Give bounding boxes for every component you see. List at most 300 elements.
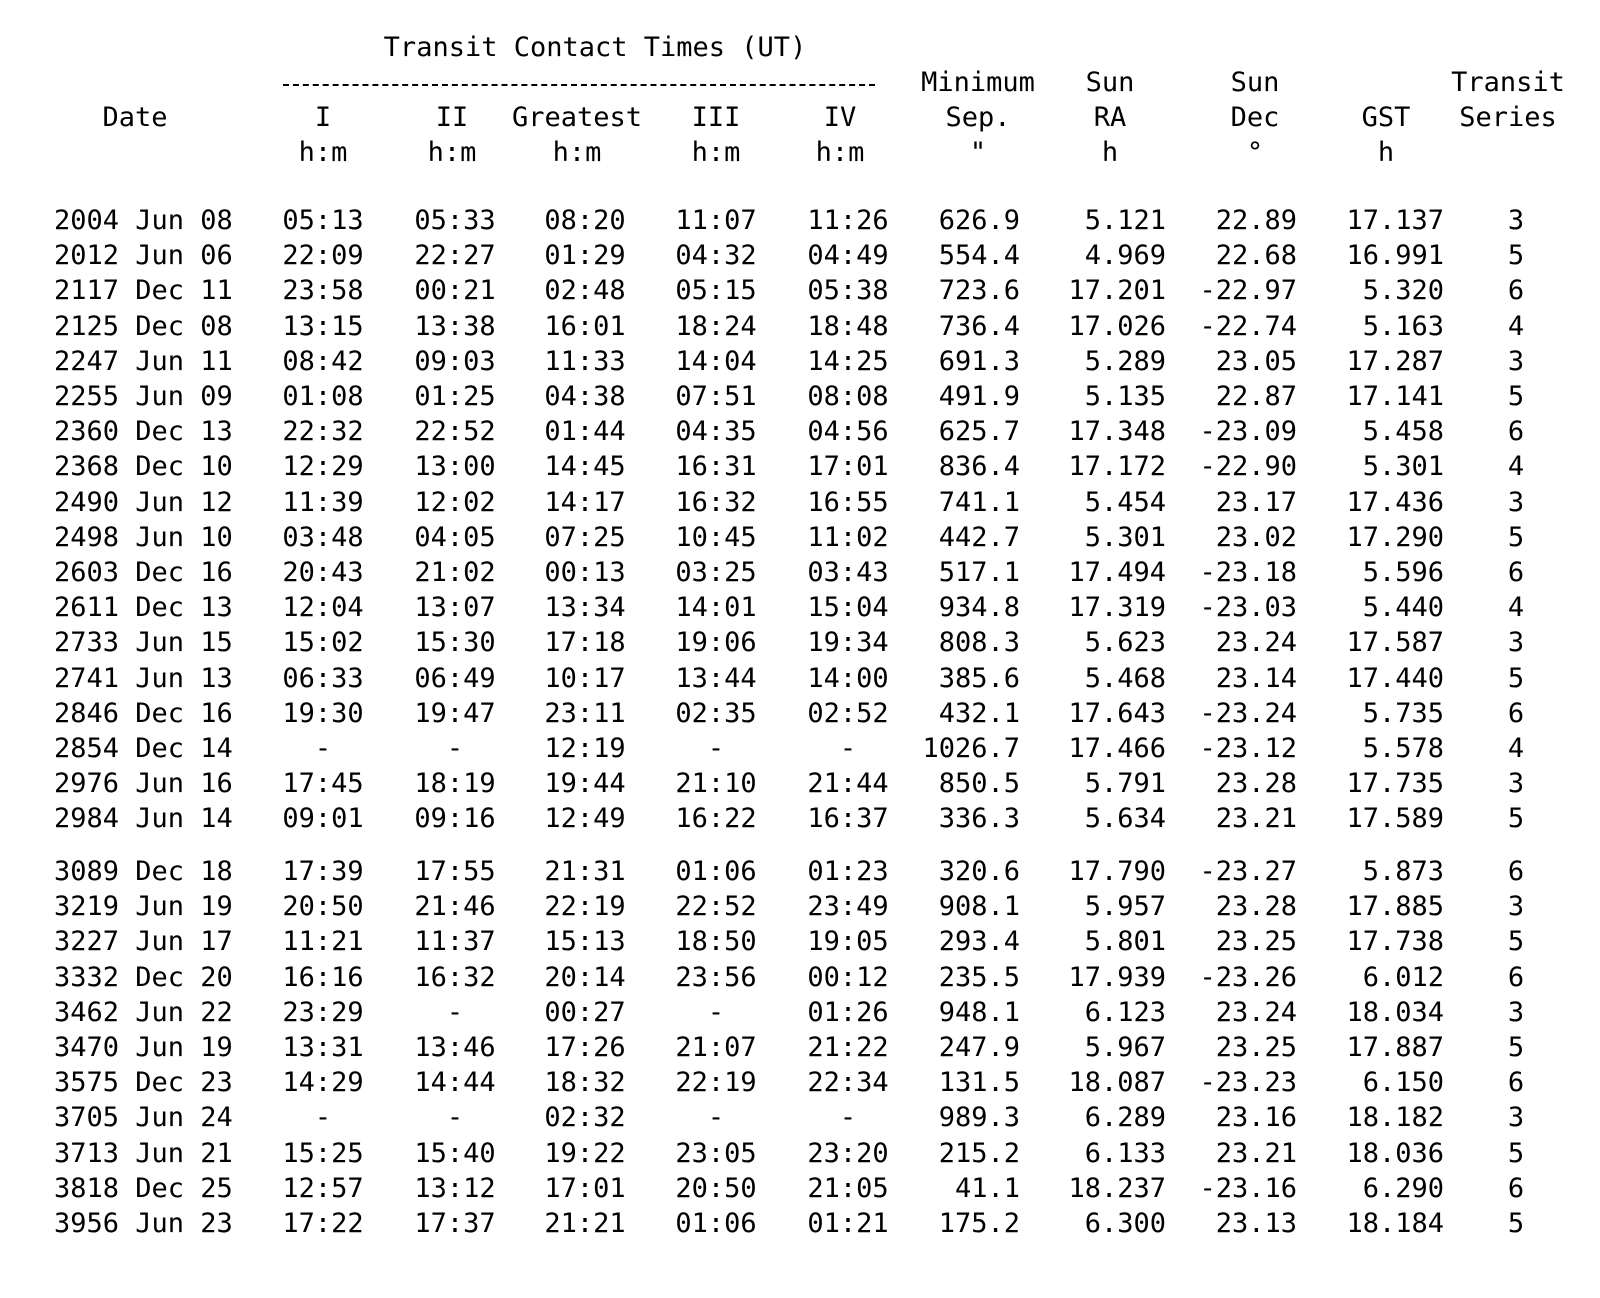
cell-sundec: 22.68 xyxy=(1215,240,1297,272)
cell-series: 4 xyxy=(1507,592,1525,624)
cell-series: 5 xyxy=(1507,803,1525,835)
cell-c2: 17:55 xyxy=(414,856,496,887)
header-minsep-l2: Minimum xyxy=(921,67,1035,98)
cell-sundec: 23.17 xyxy=(1215,486,1297,518)
cell-date: 2854 Dec 14 xyxy=(54,733,233,764)
cell-date: 2490 Jun 12 xyxy=(54,486,233,518)
cell-date: 2846 Dec 16 xyxy=(54,697,233,729)
cell-sunra: 17.466 xyxy=(1068,733,1166,764)
cell-c4: 08:08 xyxy=(807,381,889,412)
cell-sundec: 23.28 xyxy=(1215,891,1297,923)
cell-sundec: -22.74 xyxy=(1199,310,1297,342)
cell-series: 5 xyxy=(1507,240,1525,272)
cell-c1: - xyxy=(314,733,332,764)
cell-sundec: 23.14 xyxy=(1215,662,1297,694)
cell-c3: 16:31 xyxy=(675,451,757,483)
cell-greatest: 00:13 xyxy=(544,557,626,588)
cell-c2: 16:32 xyxy=(414,961,496,993)
cell-c4: 16:37 xyxy=(807,803,889,835)
cell-c1: 15:02 xyxy=(282,627,364,659)
header-c3-l4: h:m xyxy=(691,137,741,168)
cell-c1: 20:43 xyxy=(282,557,364,588)
cell-greatest: 00:27 xyxy=(544,996,626,1028)
cell-gst: 18.182 xyxy=(1346,1102,1444,1134)
cell-c4: 01:26 xyxy=(807,996,889,1028)
cell-series: 3 xyxy=(1507,1102,1525,1134)
cell-minsep: 491.9 xyxy=(938,381,1020,412)
cell-sundec: 23.21 xyxy=(1215,803,1297,835)
cell-c2: 09:03 xyxy=(414,345,496,377)
cell-greatest: 19:44 xyxy=(544,768,626,800)
cell-c2: 06:49 xyxy=(414,662,496,694)
cell-greatest: 12:49 xyxy=(544,803,626,835)
cell-c2: 01:25 xyxy=(414,381,496,412)
cell-greatest: 07:25 xyxy=(544,521,626,553)
cell-c3: 18:24 xyxy=(675,310,757,342)
cell-date: 2360 Dec 13 xyxy=(54,416,233,448)
cell-gst: 17.287 xyxy=(1346,345,1444,377)
cell-series: 5 xyxy=(1507,1137,1525,1169)
cell-c1: 06:33 xyxy=(282,662,364,694)
cell-sunra: 17.494 xyxy=(1068,557,1166,588)
cell-date: 2976 Jun 16 xyxy=(54,768,233,800)
cell-c3: 19:06 xyxy=(675,627,757,659)
cell-sundec: -23.23 xyxy=(1199,1067,1297,1099)
cell-date: 2004 Jun 08 xyxy=(54,205,233,236)
cell-c1: 14:29 xyxy=(282,1067,364,1099)
cell-series: 3 xyxy=(1507,627,1525,659)
cell-minsep: 131.5 xyxy=(938,1067,1020,1099)
cell-c4: 19:34 xyxy=(807,627,889,659)
cell-date: 3227 Jun 17 xyxy=(54,926,233,958)
cell-c1: 22:09 xyxy=(282,240,364,272)
cell-gst: 5.578 xyxy=(1362,733,1444,764)
cell-date: 2368 Dec 10 xyxy=(54,451,233,483)
cell-sundec: 23.02 xyxy=(1215,521,1297,553)
cell-sunra: 18.087 xyxy=(1068,1067,1166,1099)
cell-date: 2125 Dec 08 xyxy=(54,310,233,342)
cell-greatest: 11:33 xyxy=(544,345,626,377)
cell-c1: 23:58 xyxy=(282,275,364,307)
cell-c2: 15:30 xyxy=(414,627,496,659)
cell-c2: 15:40 xyxy=(414,1137,496,1169)
cell-minsep: 442.7 xyxy=(938,521,1020,553)
cell-date: 2117 Dec 11 xyxy=(54,275,233,307)
cell-greatest: 15:13 xyxy=(544,926,626,958)
cell-gst: 17.587 xyxy=(1346,627,1444,659)
cell-sundec: -23.24 xyxy=(1199,697,1297,729)
cell-greatest: 17:26 xyxy=(544,1032,626,1063)
cell-minsep: 41.1 xyxy=(954,1172,1020,1204)
header-greatest-l4: h:m xyxy=(552,137,602,168)
cell-date: 2255 Jun 09 xyxy=(54,381,233,412)
cell-c3: 16:22 xyxy=(675,803,757,835)
header-c1-l4: h:m xyxy=(298,137,348,168)
cell-date: 2611 Dec 13 xyxy=(54,592,233,624)
cell-c3: 22:19 xyxy=(675,1067,757,1099)
cell-date: 3470 Jun 19 xyxy=(54,1032,233,1063)
cell-gst: 18.034 xyxy=(1346,996,1444,1028)
cell-gst: 18.184 xyxy=(1346,1208,1444,1239)
cell-sundec: 23.24 xyxy=(1215,627,1297,659)
cell-sunra: 17.201 xyxy=(1068,275,1166,307)
cell-date: 3713 Jun 21 xyxy=(54,1137,233,1169)
cell-sunra: 5.121 xyxy=(1084,205,1166,236)
cell-sunra: 17.319 xyxy=(1068,592,1166,624)
cell-gst: 16.991 xyxy=(1346,240,1444,272)
cell-series: 4 xyxy=(1507,451,1525,483)
cell-greatest: 21:31 xyxy=(544,856,626,887)
cell-gst: 6.290 xyxy=(1362,1172,1444,1204)
cell-sunra: 5.967 xyxy=(1084,1032,1166,1063)
header-c3-l3: III xyxy=(691,102,741,133)
cell-minsep: 625.7 xyxy=(938,416,1020,448)
cell-sundec: 23.16 xyxy=(1215,1102,1297,1134)
cell-sundec: 23.24 xyxy=(1215,996,1297,1028)
cell-c4: - xyxy=(839,733,857,764)
cell-c1: 17:39 xyxy=(282,856,364,887)
cell-sunra: 6.123 xyxy=(1084,996,1166,1028)
cell-minsep: 336.3 xyxy=(938,803,1020,835)
cell-greatest: 20:14 xyxy=(544,961,626,993)
cell-date: 2247 Jun 11 xyxy=(54,345,233,377)
cell-sunra: 4.969 xyxy=(1084,240,1166,272)
cell-sundec: -23.27 xyxy=(1199,856,1297,887)
cell-c3: 21:07 xyxy=(675,1032,757,1063)
cell-date: 3575 Dec 23 xyxy=(54,1067,233,1099)
cell-c1: 12:29 xyxy=(282,451,364,483)
cell-series: 6 xyxy=(1507,1172,1525,1204)
cell-minsep: 736.4 xyxy=(938,310,1020,342)
cell-series: 6 xyxy=(1507,961,1525,993)
cell-c2: 13:38 xyxy=(414,310,496,342)
cell-c2: 22:27 xyxy=(414,240,496,272)
cell-c1: 19:30 xyxy=(282,697,364,729)
cell-series: 4 xyxy=(1507,733,1525,764)
cell-c2: 21:02 xyxy=(414,557,496,588)
cell-date: 3705 Jun 24 xyxy=(54,1102,233,1134)
cell-series: 6 xyxy=(1507,856,1525,887)
cell-greatest: 01:44 xyxy=(544,416,626,448)
cell-gst: 17.141 xyxy=(1346,381,1444,412)
cell-c1: 05:13 xyxy=(282,205,364,236)
cell-gst: 17.735 xyxy=(1346,768,1444,800)
cell-c1: 15:25 xyxy=(282,1137,364,1169)
cell-series: 5 xyxy=(1507,662,1525,694)
cell-sundec: -23.18 xyxy=(1199,557,1297,588)
cell-minsep: 691.3 xyxy=(938,345,1020,377)
cell-greatest: 22:19 xyxy=(544,891,626,923)
cell-c2: 13:46 xyxy=(414,1032,496,1063)
cell-c2: 00:21 xyxy=(414,275,496,307)
cell-sundec: -22.97 xyxy=(1199,275,1297,307)
cell-c3: 01:06 xyxy=(675,856,757,887)
cell-c4: 18:48 xyxy=(807,310,889,342)
cell-sunra: 6.133 xyxy=(1084,1137,1166,1169)
cell-gst: 17.440 xyxy=(1346,662,1444,694)
cell-c4: - xyxy=(839,1102,857,1134)
cell-sunra: 6.289 xyxy=(1084,1102,1166,1134)
cell-c4: 01:23 xyxy=(807,856,889,887)
cell-minsep: 215.2 xyxy=(938,1137,1020,1169)
header-series-l3: Series xyxy=(1459,102,1557,133)
cell-minsep: 723.6 xyxy=(938,275,1020,307)
cell-greatest: 19:22 xyxy=(544,1137,626,1169)
cell-gst: 17.885 xyxy=(1346,891,1444,923)
cell-sunra: 5.135 xyxy=(1084,381,1166,412)
cell-c4: 21:44 xyxy=(807,768,889,800)
cell-c4: 04:49 xyxy=(807,240,889,272)
cell-gst: 5.596 xyxy=(1362,557,1444,588)
cell-minsep: 1026.7 xyxy=(922,733,1020,764)
cell-date: 3462 Jun 22 xyxy=(54,996,233,1028)
cell-c3: 10:45 xyxy=(675,521,757,553)
header-gst-l4: h xyxy=(1377,137,1395,168)
cell-c2: - xyxy=(446,1102,464,1134)
cell-gst: 17.137 xyxy=(1346,205,1444,236)
cell-c3: 23:56 xyxy=(675,961,757,993)
cell-series: 6 xyxy=(1507,275,1525,307)
cell-c4: 19:05 xyxy=(807,926,889,958)
cell-series: 5 xyxy=(1507,1208,1525,1239)
cell-series: 5 xyxy=(1507,1032,1525,1063)
cell-minsep: 908.1 xyxy=(938,891,1020,923)
cell-sunra: 17.172 xyxy=(1068,451,1166,483)
cell-date: 2603 Dec 16 xyxy=(54,557,233,588)
cell-c4: 23:49 xyxy=(807,891,889,923)
cell-gst: 5.301 xyxy=(1362,451,1444,483)
cell-c4: 11:26 xyxy=(807,205,889,236)
cell-minsep: 175.2 xyxy=(938,1208,1020,1239)
cell-c3: 18:50 xyxy=(675,926,757,958)
header-sunra-l4: h xyxy=(1101,137,1119,168)
cell-c3: 14:01 xyxy=(675,592,757,624)
cell-date: 3219 Jun 19 xyxy=(54,891,233,923)
cell-c2: 18:19 xyxy=(414,768,496,800)
cell-greatest: 10:17 xyxy=(544,662,626,694)
cell-date: 2733 Jun 15 xyxy=(54,627,233,659)
header-minsep-l3: Sep. xyxy=(945,102,1011,133)
cell-greatest: 18:32 xyxy=(544,1067,626,1099)
cell-c3: 23:05 xyxy=(675,1137,757,1169)
cell-sundec: -23.12 xyxy=(1199,733,1297,764)
cell-sunra: 5.957 xyxy=(1084,891,1166,923)
header-sunra-l3: RA xyxy=(1093,102,1127,133)
cell-greatest: 02:48 xyxy=(544,275,626,307)
cell-c4: 14:25 xyxy=(807,345,889,377)
cell-sundec: 23.25 xyxy=(1215,926,1297,958)
cell-sunra: 5.801 xyxy=(1084,926,1166,958)
cell-c2: 13:00 xyxy=(414,451,496,483)
cell-sundec: 23.21 xyxy=(1215,1137,1297,1169)
cell-c1: 22:32 xyxy=(282,416,364,448)
cell-gst: 5.735 xyxy=(1362,697,1444,729)
cell-c3: - xyxy=(707,996,725,1028)
cell-minsep: 293.4 xyxy=(938,926,1020,958)
cell-c2: 13:07 xyxy=(414,592,496,624)
cell-c3: 05:15 xyxy=(675,275,757,307)
header-c4-l3: IV xyxy=(823,102,857,133)
cell-sunra: 5.623 xyxy=(1084,627,1166,659)
cell-sundec: 23.25 xyxy=(1215,1032,1297,1063)
cell-date: 2741 Jun 13 xyxy=(54,662,233,694)
cell-sunra: 17.939 xyxy=(1068,961,1166,993)
cell-greatest: 14:45 xyxy=(544,451,626,483)
cell-series: 5 xyxy=(1507,381,1525,412)
cell-greatest: 21:21 xyxy=(544,1208,626,1239)
cell-minsep: 517.1 xyxy=(938,557,1020,588)
cell-series: 3 xyxy=(1507,768,1525,800)
cell-c4: 00:12 xyxy=(807,961,889,993)
cell-gst: 17.436 xyxy=(1346,486,1444,518)
header-date-l3: Date xyxy=(102,102,168,133)
cell-c4: 01:21 xyxy=(807,1208,889,1239)
cell-c2: - xyxy=(446,996,464,1028)
cell-minsep: 850.5 xyxy=(938,768,1020,800)
cell-sundec: -23.09 xyxy=(1199,416,1297,448)
cell-greatest: 17:18 xyxy=(544,627,626,659)
cell-c3: 01:06 xyxy=(675,1208,757,1239)
cell-greatest: 01:29 xyxy=(544,240,626,272)
cell-c4: 14:00 xyxy=(807,662,889,694)
cell-c1: - xyxy=(314,1102,332,1134)
cell-c2: - xyxy=(446,733,464,764)
cell-gst: 18.036 xyxy=(1346,1137,1444,1169)
cell-minsep: 626.9 xyxy=(938,205,1020,236)
cell-c4: 02:52 xyxy=(807,697,889,729)
cell-series: 6 xyxy=(1507,416,1525,448)
cell-c1: 01:08 xyxy=(282,381,364,412)
cell-sunra: 5.301 xyxy=(1084,521,1166,553)
cell-c4: 05:38 xyxy=(807,275,889,307)
cell-sunra: 5.289 xyxy=(1084,345,1166,377)
cell-date: 2012 Jun 06 xyxy=(54,240,233,272)
cell-gst: 5.458 xyxy=(1362,416,1444,448)
cell-c2: 09:16 xyxy=(414,803,496,835)
cell-sunra: 5.468 xyxy=(1084,662,1166,694)
cell-c4: 21:05 xyxy=(807,1172,889,1204)
cell-minsep: 320.6 xyxy=(938,856,1020,887)
header-c2-l3: II xyxy=(435,102,469,133)
cell-gst: 5.163 xyxy=(1362,310,1444,342)
cell-c4: 23:20 xyxy=(807,1137,889,1169)
header-c1-l3: I xyxy=(314,102,332,133)
cell-minsep: 989.3 xyxy=(938,1102,1020,1134)
cell-c2: 21:46 xyxy=(414,891,496,923)
cell-series: 3 xyxy=(1507,486,1525,518)
header-series-l2: Transit xyxy=(1451,67,1565,98)
cell-sunra: 5.634 xyxy=(1084,803,1166,835)
cell-series: 6 xyxy=(1507,1067,1525,1099)
cell-c3: 21:10 xyxy=(675,768,757,800)
cell-minsep: 432.1 xyxy=(938,697,1020,729)
cell-c2: 04:05 xyxy=(414,521,496,553)
cell-c3: 11:07 xyxy=(675,205,757,236)
cell-greatest: 14:17 xyxy=(544,486,626,518)
cell-c1: 11:21 xyxy=(282,926,364,958)
header-sunra-l2: Sun xyxy=(1085,67,1135,98)
cell-c4: 21:22 xyxy=(807,1032,889,1063)
cell-series: 6 xyxy=(1507,697,1525,729)
cell-c2: 13:12 xyxy=(414,1172,496,1204)
cell-minsep: 836.4 xyxy=(938,451,1020,483)
cell-c3: 14:04 xyxy=(675,345,757,377)
cell-c2: 19:47 xyxy=(414,697,496,729)
cell-series: 6 xyxy=(1507,557,1525,588)
cell-sunra: 5.791 xyxy=(1084,768,1166,800)
cell-sundec: -23.16 xyxy=(1199,1172,1297,1204)
header-sundec-l3: Dec xyxy=(1230,102,1280,133)
cell-sundec: 22.89 xyxy=(1215,205,1297,236)
cell-c4: 04:56 xyxy=(807,416,889,448)
header-sundec-l2: Sun xyxy=(1230,67,1280,98)
cell-c2: 12:02 xyxy=(414,486,496,518)
cell-c2: 14:44 xyxy=(414,1067,496,1099)
cell-date: 2984 Jun 14 xyxy=(54,803,233,835)
group-title-underline xyxy=(283,84,875,86)
cell-c4: 11:02 xyxy=(807,521,889,553)
cell-c1: 08:42 xyxy=(282,345,364,377)
cell-c2: 17:37 xyxy=(414,1208,496,1239)
cell-c3: 22:52 xyxy=(675,891,757,923)
cell-c1: 17:22 xyxy=(282,1208,364,1239)
cell-minsep: 247.9 xyxy=(938,1032,1020,1063)
cell-c1: 09:01 xyxy=(282,803,364,835)
cell-minsep: 948.1 xyxy=(938,996,1020,1028)
cell-series: 3 xyxy=(1507,345,1525,377)
cell-sunra: 6.300 xyxy=(1084,1208,1166,1239)
cell-sundec: -23.03 xyxy=(1199,592,1297,624)
cell-sunra: 17.026 xyxy=(1068,310,1166,342)
cell-c3: - xyxy=(707,1102,725,1134)
cell-greatest: 12:19 xyxy=(544,733,626,764)
cell-gst: 6.012 xyxy=(1362,961,1444,993)
header-c2-l4: h:m xyxy=(427,137,477,168)
cell-c1: 17:45 xyxy=(282,768,364,800)
cell-gst: 5.440 xyxy=(1362,592,1444,624)
cell-c3: 13:44 xyxy=(675,662,757,694)
cell-c3: 02:35 xyxy=(675,697,757,729)
cell-c3: 20:50 xyxy=(675,1172,757,1204)
cell-c1: 16:16 xyxy=(282,961,364,993)
cell-gst: 17.290 xyxy=(1346,521,1444,553)
cell-greatest: 17:01 xyxy=(544,1172,626,1204)
cell-series: 3 xyxy=(1507,205,1525,236)
cell-c1: 03:48 xyxy=(282,521,364,553)
cell-c2: 11:37 xyxy=(414,926,496,958)
cell-sunra: 17.348 xyxy=(1068,416,1166,448)
cell-series: 5 xyxy=(1507,926,1525,958)
cell-series: 5 xyxy=(1507,521,1525,553)
cell-greatest: 04:38 xyxy=(544,381,626,412)
cell-date: 3956 Jun 23 xyxy=(54,1208,233,1239)
cell-date: 2498 Jun 10 xyxy=(54,521,233,553)
cell-series: 3 xyxy=(1507,996,1525,1028)
cell-minsep: 385.6 xyxy=(938,662,1020,694)
cell-c4: 16:55 xyxy=(807,486,889,518)
cell-sundec: 23.13 xyxy=(1215,1208,1297,1239)
cell-greatest: 08:20 xyxy=(544,205,626,236)
cell-c3: 04:32 xyxy=(675,240,757,272)
cell-gst: 17.887 xyxy=(1346,1032,1444,1063)
cell-greatest: 23:11 xyxy=(544,697,626,729)
cell-c2: 22:52 xyxy=(414,416,496,448)
cell-series: 4 xyxy=(1507,310,1525,342)
cell-sundec: -22.90 xyxy=(1199,451,1297,483)
header-c4-l4: h:m xyxy=(815,137,865,168)
cell-greatest: 13:34 xyxy=(544,592,626,624)
cell-series: 3 xyxy=(1507,891,1525,923)
